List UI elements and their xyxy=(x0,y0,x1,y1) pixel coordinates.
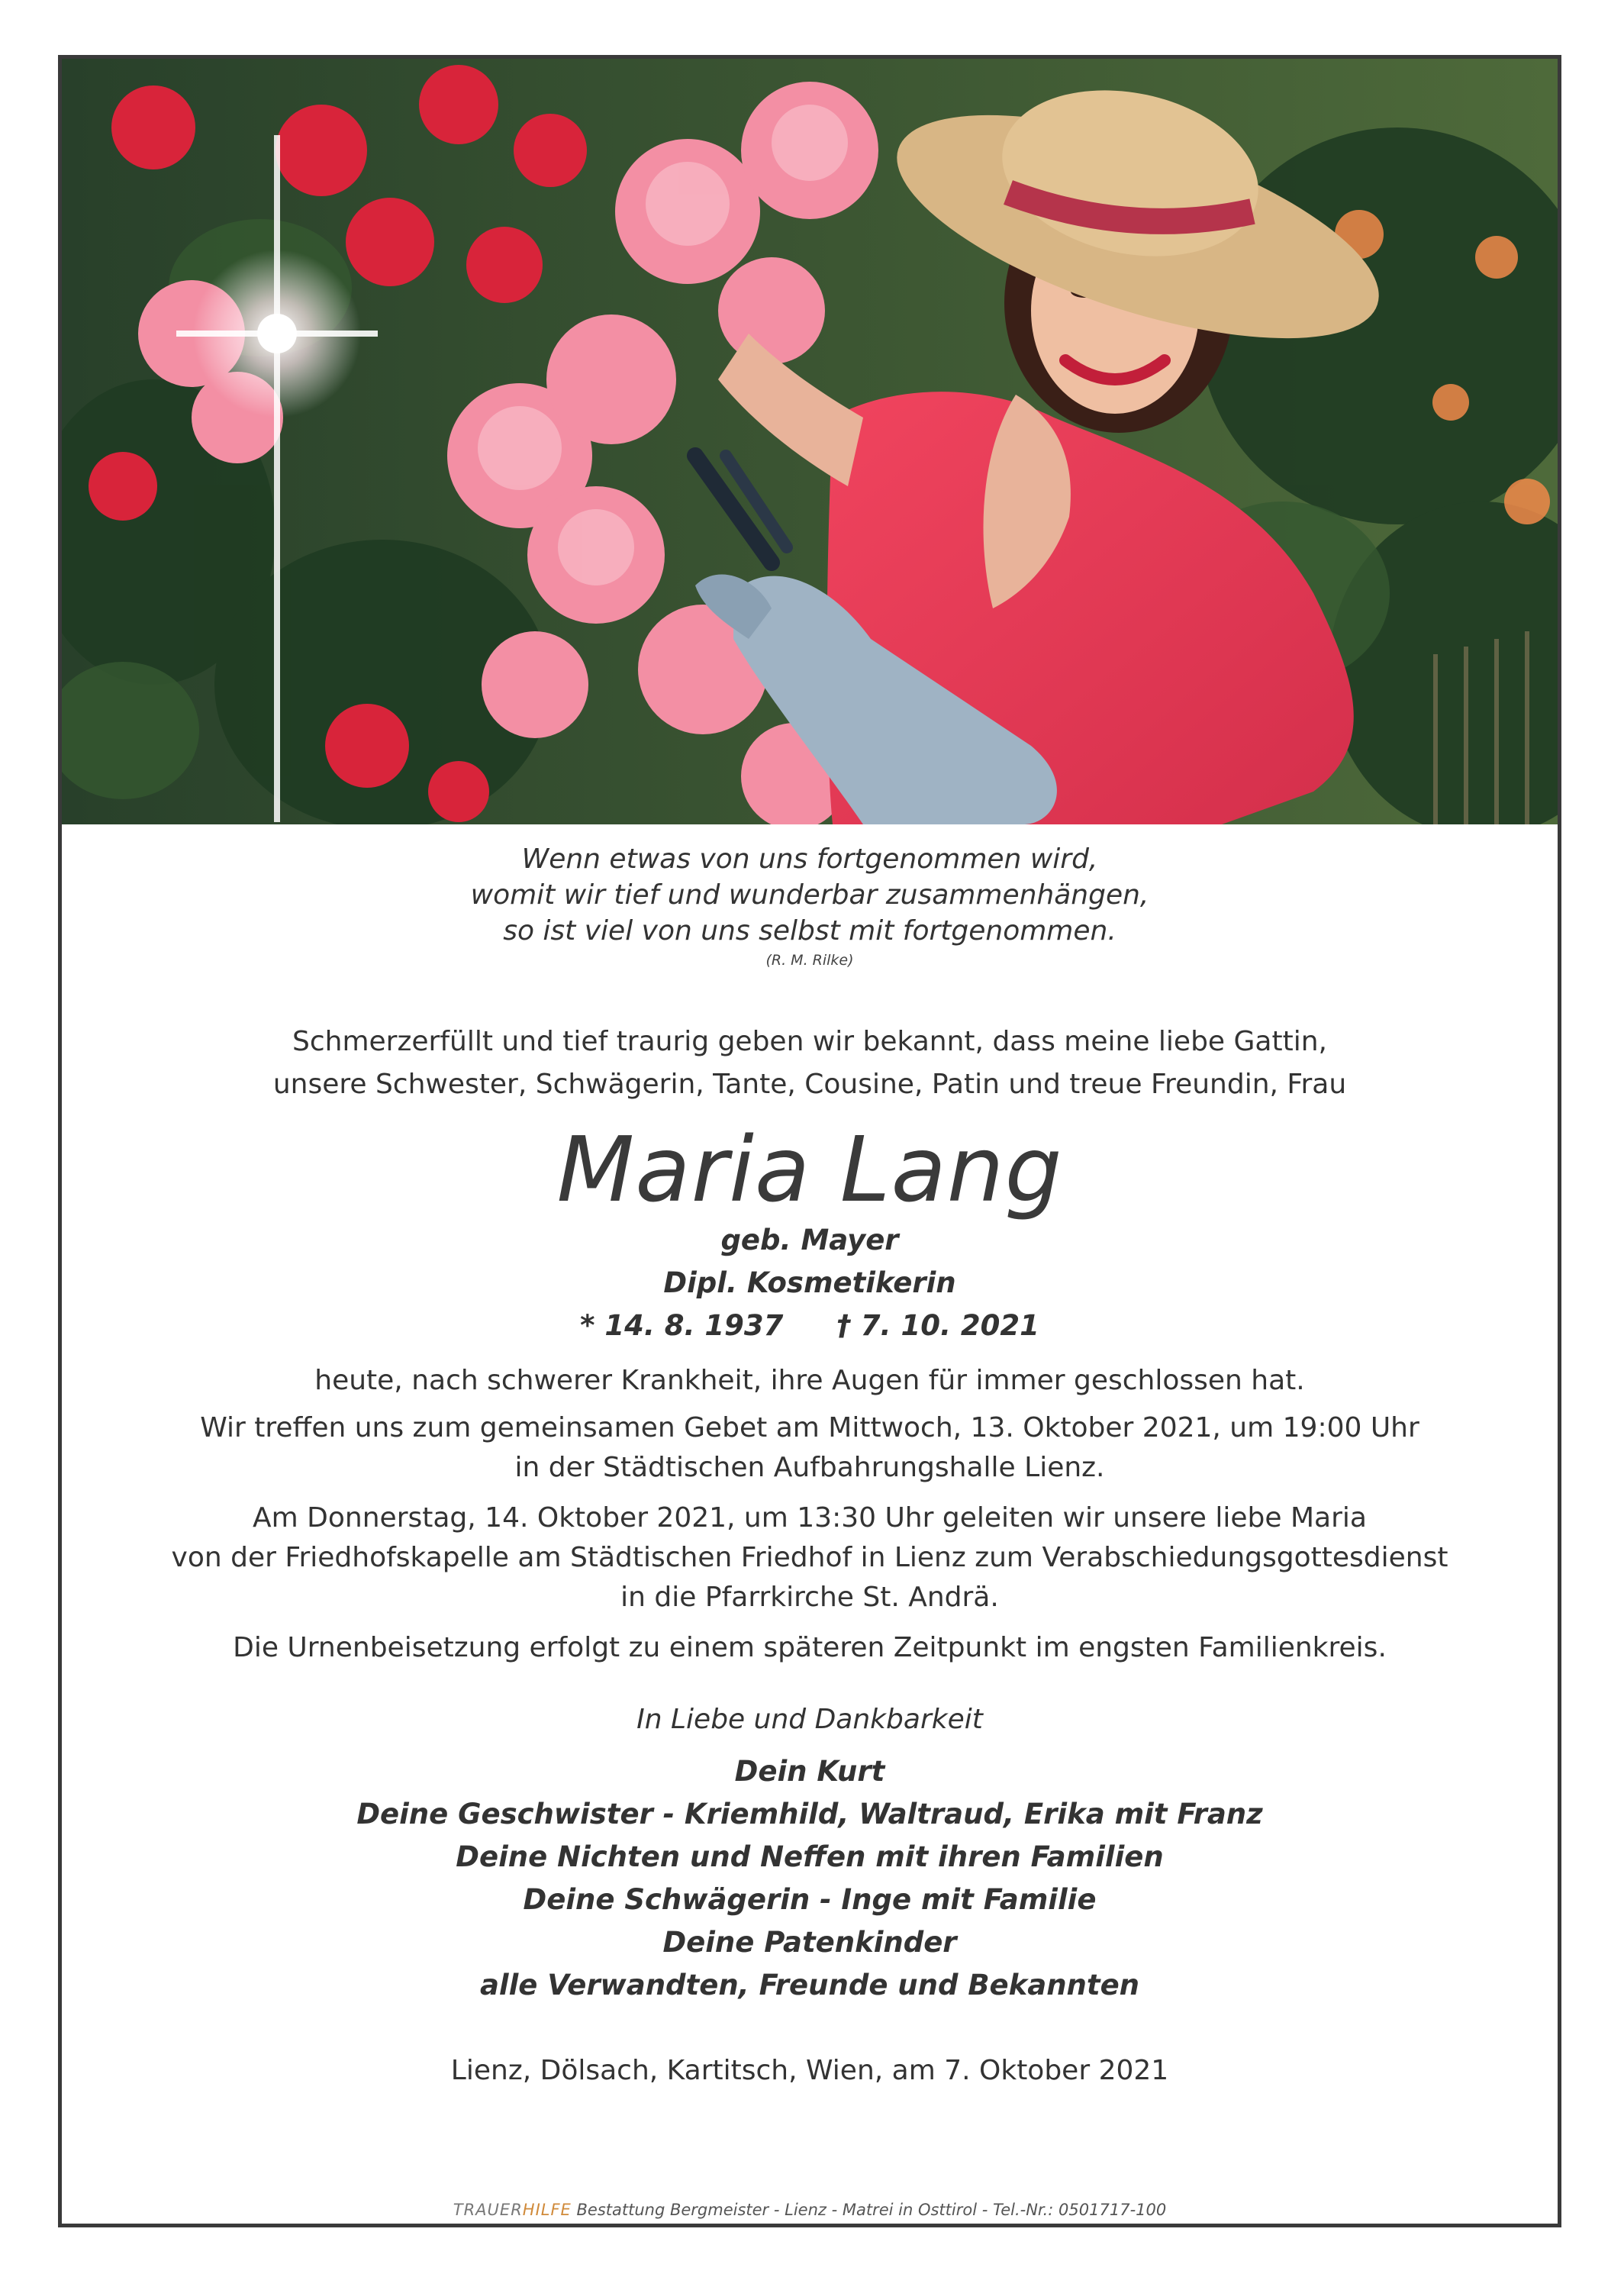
brand-hilfe: HILFE xyxy=(522,2201,572,2219)
brand-trauer: TRAUER xyxy=(453,2201,523,2219)
mourner-line: Deine Nichten und Neffen mit ihren Familien xyxy=(456,1840,1164,1873)
mourners-list xyxy=(62,1750,1558,2007)
memorial-photo xyxy=(62,59,1558,824)
profession: Dipl. Kosmetikerin xyxy=(663,1266,956,1299)
birth-date: * 14. 8. 1937 xyxy=(580,1309,784,1342)
prayer-line: Wir treffen uns zum gemeinsamen Gebet am Mittwoch, 13. Oktober 2021, um 19:00 Uhr xyxy=(200,1412,1419,1443)
passing-notice: heute, nach schwerer Krankheit, ihre Augen für immer geschlossen hat. xyxy=(314,1365,1305,1396)
announcement xyxy=(62,1021,1558,1106)
service-line: Am Donnerstag, 14. Oktober 2021, um 13:30 Uhr geleiten wir unsere liebe Maria xyxy=(253,1502,1367,1534)
death-date: † 7. 10. 2021 xyxy=(836,1309,1039,1342)
mourner-line: alle Verwandten, Freunde und Bekannten xyxy=(479,1969,1140,2001)
mourner-line: Deine Patenkinder xyxy=(662,1926,957,1959)
life-dates xyxy=(62,1305,1558,1347)
funeral-home-footer xyxy=(62,2201,1558,2219)
rilke-quote xyxy=(62,841,1558,949)
service-notice xyxy=(62,1498,1558,1618)
mourner-line: Deine Geschwister - Kriemhild, Waltraud, Erika mit Franz xyxy=(356,1798,1263,1830)
announcement-line: Schmerzerfüllt und tief traurig geben wir bekannt, dass meine liebe Gattin, xyxy=(292,1026,1327,1057)
service-line: in die Pfarrkirche St. Andrä. xyxy=(620,1582,999,1613)
maiden-name: geb. Mayer xyxy=(720,1224,899,1256)
closing-phrase: In Liebe und Dankbarkeit xyxy=(636,1704,983,1735)
obituary-text xyxy=(62,824,1558,2091)
quote-line: so ist viel von uns selbst mit fortgenommen. xyxy=(503,915,1116,947)
urn-notice: Die Urnenbeisetzung erfolgt zu einem späteren Zeitpunkt im engsten Familienkreis. xyxy=(233,1632,1387,1663)
quote-author: (R. M. Rilke) xyxy=(765,952,854,969)
place-date: Lienz, Dölsach, Kartitsch, Wien, am 7. Oktober 2021 xyxy=(450,2055,1169,2086)
memorial-photo-illustration xyxy=(62,59,1558,824)
prayer-notice xyxy=(62,1408,1558,1488)
announcement-line: unsere Schwester, Schwägerin, Tante, Cousine, Patin und treue Freundin, Frau xyxy=(272,1069,1347,1100)
obituary-card xyxy=(58,55,1561,2227)
quote-line: womit wir tief und wunderbar zusammenhängen, xyxy=(470,879,1149,911)
mourner-line: Dein Kurt xyxy=(734,1755,885,1788)
service-line: von der Friedhofskapelle am Städtischen Friedhof in Lienz zum Verabschiedungsgottesdienst xyxy=(171,1542,1448,1573)
mourner-line: Deine Schwägerin - Inge mit Familie xyxy=(523,1883,1097,1916)
footer-text: Bestattung Bergmeister - Lienz - Matrei in Osttirol - Tel.-Nr.: 0501717-100 xyxy=(571,2201,1167,2219)
quote-line: Wenn etwas von uns fortgenommen wird, xyxy=(521,843,1098,875)
prayer-line: in der Städtischen Aufbahrungshalle Lienz. xyxy=(514,1452,1105,1483)
deceased-name: Maria Lang xyxy=(556,1117,1063,1222)
